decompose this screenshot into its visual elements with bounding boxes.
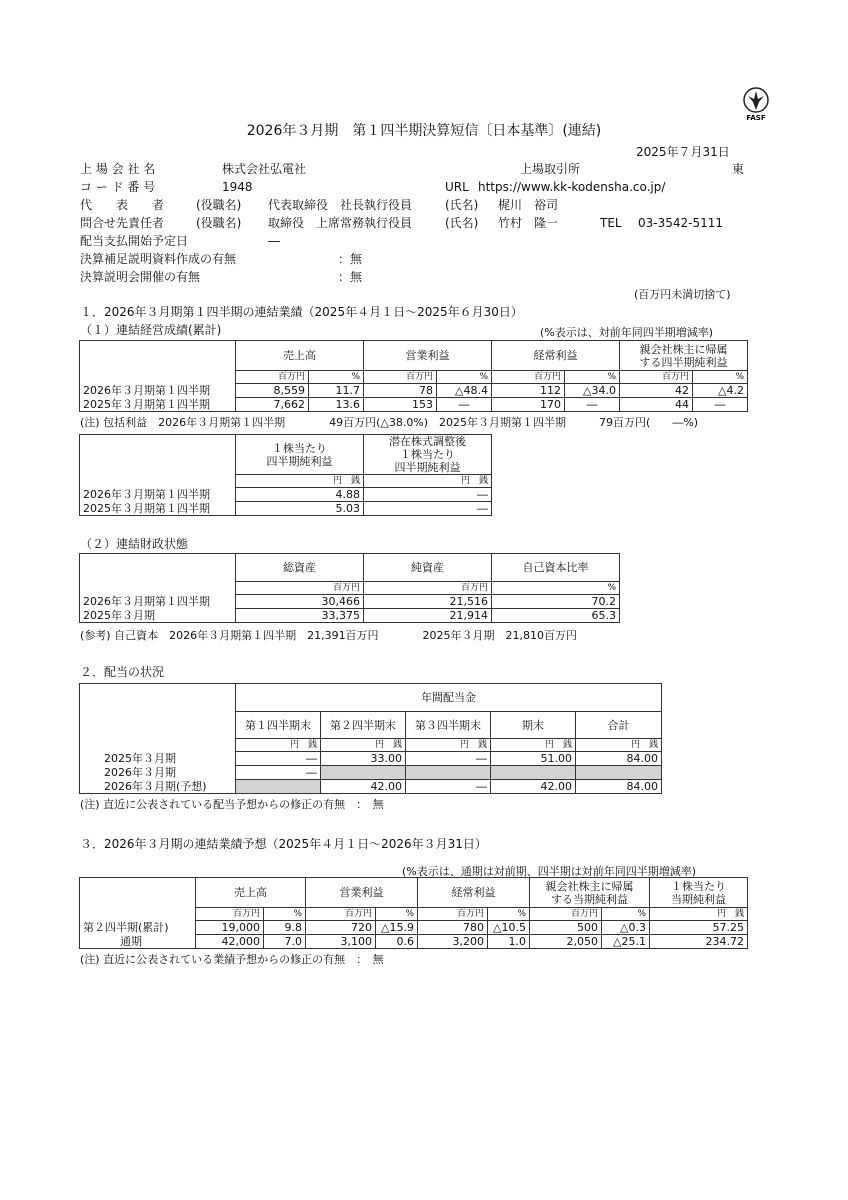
exchange-value: 東 [732,162,745,176]
unit-cell: 円 銭 [236,739,321,752]
table-row [80,921,748,935]
unit-cell: 円 銭 [650,908,748,921]
unit-cell: 百万円 [236,371,309,384]
value-cell: 3,200 [418,935,488,949]
value-cell [491,766,576,780]
table-row [80,398,748,412]
value-cell: 42.00 [321,780,406,794]
representative-title: 代表取締役 社長執行役員 [268,198,413,212]
header-total: 合計 [576,712,662,739]
representative-label: 代 表 者 [80,198,165,212]
financial-position-heading: （２）連結財政状態 [80,537,189,551]
unit-cell: 円 銭 [236,475,364,488]
header-operating-profit: 営業利益 [306,878,418,908]
value-cell: ― [236,766,321,780]
operating-results-table [79,340,748,412]
value-cell: 42.00 [491,780,576,794]
unit-cell: 円 銭 [406,739,491,752]
value-cell: 7,662 [236,398,309,412]
table-row [80,752,662,766]
value-cell: 9.8 [264,921,306,935]
unit-cell: % [488,908,530,921]
unit-cell: % [437,371,492,384]
header-q3-end: 第３四半期末 [406,712,491,739]
header-ordinary-profit: 経常利益 [492,341,620,371]
eps-table [79,434,492,516]
unit-cell: % [264,908,306,921]
forecast-note: (%表示は、通期は対前期、四半期は対前年同四半期増減率) [402,865,697,878]
operating-results-note: (%表示は、対前年同四半期増減率) [540,326,714,339]
value-cell: △25.1 [602,935,650,949]
unit-cell: 百万円 [364,582,492,595]
value-cell: 33,375 [236,609,364,623]
value-cell: 13.6 [309,398,364,412]
forecast-table [79,877,748,949]
unit-cell: 円 銭 [321,739,406,752]
section3-heading: ３．2026年３月期の連結業績予想（2025年４月１日～2026年３月31日） [80,837,487,851]
value-cell: 234.72 [650,935,748,949]
value-cell: ― [364,488,492,502]
header-total-assets: 総資産 [236,554,364,582]
row-label: 2025年３月期 [80,752,236,766]
section2-heading: ２．配当の状況 [80,665,165,679]
table-row [80,502,492,516]
unit-cell: % [565,371,620,384]
company-name: 株式会社弘電社 [222,162,307,176]
value-cell: 65.3 [492,609,620,623]
forecast-revision-note: (注) 直近に公表されている業績予想からの修正の有無 ： 無 [80,953,384,966]
url-label: URL [445,180,469,194]
value-cell: 57.25 [650,921,748,935]
value-cell: 42,000 [196,935,264,949]
value-cell: △0.3 [602,921,650,935]
header-q1-end: 第１四半期末 [236,712,321,739]
value-cell: 30,466 [236,595,364,609]
header-q2-end: 第２四半期末 [321,712,406,739]
value-cell: 19,000 [196,921,264,935]
value-cell: ― [565,398,620,412]
row-label: 通期 [80,935,196,949]
table-row [80,595,620,609]
dividend-start-value: ― [268,234,280,248]
comprehensive-income-note: (注) 包括利益 2026年３月期第１四半期 49百万円(△38.0%) 2025年３月期第１四半期 79百万円( ―%) [80,416,699,429]
header-equity-ratio: 自己資本比率 [492,554,620,582]
value-cell [321,766,406,780]
row-label: 第２四半期(累計) [80,921,196,935]
code-value: 1948 [222,180,253,194]
tel-value: 03-3542-5111 [638,216,724,230]
unit-cell: 百万円 [236,582,364,595]
supplementary-material-value: ：無 [338,252,363,266]
unit-cell: 百万円 [530,908,602,921]
representative-name: 梶川 裕司 [498,198,559,212]
header-operating-profit: 営業利益 [364,341,492,371]
value-cell [406,766,491,780]
value-cell: 0.6 [376,935,418,949]
value-cell: 84.00 [576,752,662,766]
dividend-start-label: 配当支払開始予定日 [80,234,189,248]
role-label: (役職名) [196,216,242,230]
row-label: 2025年３月期第１四半期 [80,502,236,516]
value-cell: ― [406,752,491,766]
value-cell: 780 [418,921,488,935]
value-cell: 3,100 [306,935,376,949]
value-cell: 720 [306,921,376,935]
row-label: 2026年３月期第１四半期 [80,595,236,609]
value-cell [576,766,662,780]
equity-reference-note: (参考) 自己資本 2026年３月期第１四半期 21,391百万円 2025年３月期 21,810百万円 [80,629,578,642]
header-eps: １株当たり 当期純利益 [650,878,748,908]
unit-cell: 百万円 [196,908,264,921]
header-sales: 売上高 [196,878,306,908]
role-label: (役職名) [196,198,242,212]
contact-title: 取締役 上席常務執行役員 [268,216,413,230]
unit-note: (百万円未満切捨て) [634,288,731,301]
unit-cell: % [602,908,650,921]
name-label: (氏名) [445,198,479,212]
briefing-value: ：無 [338,270,363,284]
company-label: 上 場 会 社 名 [80,162,156,176]
unit-cell: 円 銭 [491,739,576,752]
tel-label: TEL [600,216,622,230]
value-cell: ― [437,398,492,412]
value-cell: 11.7 [309,384,364,398]
unit-cell: % [693,371,748,384]
row-label: 2026年３月期(予想) [80,780,236,794]
briefing-label: 決算説明会開催の有無 [80,270,201,284]
table-row [80,780,662,794]
value-cell: 153 [364,398,437,412]
table-row [80,384,748,398]
header-net-assets: 純資産 [364,554,492,582]
value-cell: 21,914 [364,609,492,623]
dividend-revision-note: (注) 直近に公表されている配当予想からの修正の有無 ： 無 [80,798,384,811]
header-sales: 売上高 [236,341,364,371]
row-label: 2026年３月期第１四半期 [80,384,236,398]
value-cell: 42 [620,384,693,398]
unit-cell: 円 銭 [364,475,492,488]
report-date: 2025年７月31日 [636,145,730,159]
value-cell: 112 [492,384,565,398]
value-cell: 70.2 [492,595,620,609]
unit-cell: 百万円 [620,371,693,384]
value-cell: △15.9 [376,921,418,935]
unit-cell: % [309,371,364,384]
unit-cell: % [376,908,418,921]
value-cell: ― [236,752,321,766]
value-cell: 500 [530,921,602,935]
value-cell: 4.88 [236,488,364,502]
row-label: 2026年３月期 [80,766,236,780]
unit-cell: % [492,582,620,595]
row-label: 2026年３月期第１四半期 [80,488,236,502]
code-label: コ ー ド 番 号 [80,180,156,194]
value-cell: 33.00 [321,752,406,766]
header-year-end: 期末 [491,712,576,739]
value-cell: △4.2 [693,384,748,398]
table-row [80,488,492,502]
value-cell: 5.03 [236,502,364,516]
section1-heading: １．2026年３月期第１四半期の連結業績（2025年４月１日～2025年６月30日） [80,305,523,319]
value-cell: 170 [492,398,565,412]
operating-results-heading: （１）連結経営成績(累計) [80,323,222,337]
table-row [80,935,748,949]
header-net-income: 親会社株主に帰属 する当期純利益 [530,878,650,908]
header-annual-dividend: 年間配当金 [236,684,662,712]
table-row [80,766,662,780]
value-cell: △34.0 [565,384,620,398]
unit-cell: 百万円 [364,371,437,384]
value-cell: △10.5 [488,921,530,935]
value-cell: 44 [620,398,693,412]
financial-position-table [79,553,620,623]
dividend-table [79,683,662,794]
contact-name: 竹村 隆一 [498,216,559,230]
unit-cell: 円 銭 [576,739,662,752]
url-link[interactable]: https://www.kk-kodensha.co.jp/ [478,180,666,194]
header-ordinary-profit: 経常利益 [418,878,530,908]
unit-cell: 百万円 [492,371,565,384]
name-label: (氏名) [445,216,479,230]
row-label: 2025年３月期第１四半期 [80,398,236,412]
value-cell: ― [693,398,748,412]
value-cell: △48.4 [437,384,492,398]
fasf-logo [736,86,776,122]
header-eps: １株当たり 四半期純利益 [236,435,364,475]
value-cell: 1.0 [488,935,530,949]
page-title: 2026年３月期 第１四半期決算短信〔日本基準〕(連結) [246,123,602,139]
value-cell [236,780,321,794]
value-cell: 8,559 [236,384,309,398]
exchange-label: 上場取引所 [520,162,581,176]
value-cell: 2,050 [530,935,602,949]
header-diluted-eps: 潜在株式調整後 １株当たり 四半期純利益 [364,435,492,475]
supplementary-material-label: 決算補足説明資料作成の有無 [80,252,237,266]
value-cell: ― [406,780,491,794]
unit-cell: 百万円 [418,908,488,921]
value-cell: 84.00 [576,780,662,794]
value-cell: 21,516 [364,595,492,609]
contact-label: 問合せ先責任者 [80,216,165,230]
svg-text:FASF: FASF [746,114,766,122]
value-cell: ― [364,502,492,516]
row-label: 2025年３月期 [80,609,236,623]
value-cell: 7.0 [264,935,306,949]
header-net-income: 親会社株主に帰属 する四半期純利益 [620,341,748,371]
value-cell: 51.00 [491,752,576,766]
table-row [80,609,620,623]
value-cell: 78 [364,384,437,398]
unit-cell: 百万円 [306,908,376,921]
